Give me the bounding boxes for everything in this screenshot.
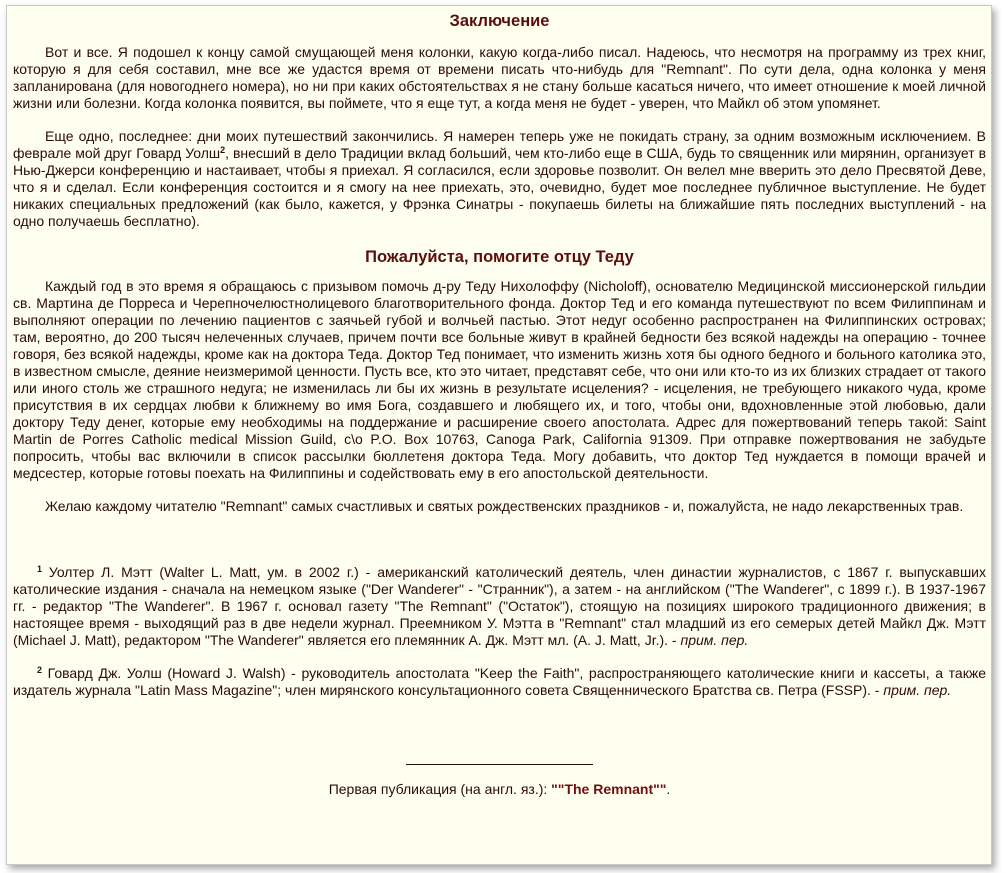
footnote-2-number[interactable]: 2	[37, 665, 43, 675]
paragraph-4: Желаю каждому читателю "Remnant" самых счастливых и святых рождественских праздников - и, пожалуйста, не надо лекарственных трав.	[45, 498, 964, 514]
section-heading-help: Пожалуйста, помогите отцу Теду	[365, 248, 634, 266]
footnote-2-translator-note: прим. пер.	[883, 682, 952, 698]
paragraph-1: Вот и все. Я подошел к концу самой смущающей меня колонки, какую когда-либо писал. Надеюсь, что несмотря на программу из трех книг, которую я для себя составил, мне все же удастся время от времени писать что-нибудь для "Remnant". По сути дела, одна колонка у меня запланирована (для новогоднего номера), но ни при каких обстоятельствах я не стану больше касаться ничего, что имеет отношение к моей личной жизни или болезни. Когда колонка появится, вы поймете, что я еще тут, а когда меня не будет - уверен, что Майкл об этом упомянет.	[13, 44, 986, 111]
footnote-2	[13, 665, 986, 699]
footnote-ref-2[interactable]: 2	[220, 145, 226, 155]
footnotes-spacer	[13, 531, 986, 564]
footnote-1-text: Уолтер Л. Мэтт (Walter L. Matt, ум. в 2002 г.) - американский католический деятель, член династии журналистов, с 1867 г. выпускавших католические издания - сначала на немецком языке ("Der Wanderer" - "Странник"), а затем - на английском ("The Wanderer", с 1899 г.). В 1937-1967 гг. - редактор "The Wanderer". В 1967 г. основал газету "The Remnant" ("Остаток"), стоящую на позициях широкого традиционного движения; в настоящее время - выходящий раз в две недели журнал. Преемником У. Мэтта в "Remnant" стал младший из его семерых детей Майкл Дж. Мэтт (Michael J. Matt), редактором "The Wanderer" является его племянник А. Дж. Мэтт мл. (A. J. Matt, Jr.). -	[13, 564, 986, 648]
footnote-1-translator-note: прим. пер.	[680, 632, 749, 648]
footnote-1-number[interactable]: 1	[37, 564, 43, 574]
publication-note	[13, 781, 986, 798]
publication-end: .	[666, 781, 671, 797]
paragraph-3: Каждый год в это время я обращаюсь с призывом помочь д-ру Теду Нихолоффу (Nicholoff), основателю Медицинской миссионерской гильдии св. Мартина де Порреса и Черепночелюстнолицевого благотворительного фонда. Доктор Тед и его команда путешествуют по всем Филиппинам и выполняют операции по лечению пациентов с заячьей губой и волчьей пастью. Этот недуг особенно распространен на Филиппинских островах; там, вероятно, до 200 тысяч нелеченных случаев, причем почти все больные живут в крайней бедности без всякой надежды на операцию - точнее говоря, без всякой надежды, кроме как на доктора Теда. Доктор Тед понимает, что изменить жизнь хотя бы одного бедного и больного католика это, в известном смысле, деяние неизмеримой ценности. Пусть все, кто это читает, представят себе, что они или кто-то из их близких страдает от такого или иного столь же страшного недуга; не изменилась ли бы их жизнь в результате исцеления? - исцеления, не требующего никакого чуда, кроме присутствия в их сердцах любви к ближнему во имя Бога, создавшего и любящего их, и того, чтобы они, вдохновленные этой любовью, дали доктору Теду денег, которые ему необходимы на поддержание и расширение своего апостолата. Адрес для пожертвований теперь такой: Saint Martin de Porres Catholic medical Mission Guild, c\o P.O. Box 10763, Canoga Park, California 91309. При отправке пожертвования не забудьте попросить, чтобы вас включили в список рассылки бюллетеня доктора Теда. Могу добавить, что доктор Тед нуждается в помощи врачей и медсестер, которые готовы поехать на Филиппины и содействовать ему в его апостольской деятельности.	[13, 278, 986, 481]
document-page	[6, 5, 992, 865]
paragraph-2	[13, 128, 986, 230]
divider-rule	[406, 764, 593, 765]
footnote-2-text: Говард Дж. Уолш (Howard J. Walsh) - руководитель апостолата "Keep the Faith", распространяющего католические книги и кассеты, а также издатель журнала "Latin Mass Magazine"; член мирянского консультационного совета Священнического Братства св. Петра (FSSP). -	[13, 665, 986, 698]
section-heading-conclusion: Заключение	[449, 12, 550, 30]
paragraph-2-part-a: Еще одно, последнее: дни моих путешествий закончились. Я намерен теперь уже не покидать страну, за одним возможным исключением. В феврале мой друг Говард Уолш	[13, 128, 986, 161]
paragraph-2-part-b: , внесший в дело Традиции вклад больший, чем кто-либо еще в США, будь то священник или мирянин, организует в Нью-Джерси конференцию и настаивает, чтобы я приехал. Я согласился, если здоровье позволит. Он велел мне вверить это дело Пресвятой Деве, что я и сделал. Если конференция состоится и я смогу на нее приехать, это, очевидно, будет мое последнее публичное выступление. Не будет никаких специальных предложений (как было, кажется, у Фрэнка Синатры - покупаешь билеты на ближайшие пять последних выступлений - на одно получаешь бесплатно).	[13, 145, 987, 229]
footnote-1	[13, 564, 986, 649]
publication-source-link[interactable]: ""The Remnant""	[551, 781, 667, 797]
publication-label: Первая публикация (на англ. яз.):	[328, 781, 552, 797]
